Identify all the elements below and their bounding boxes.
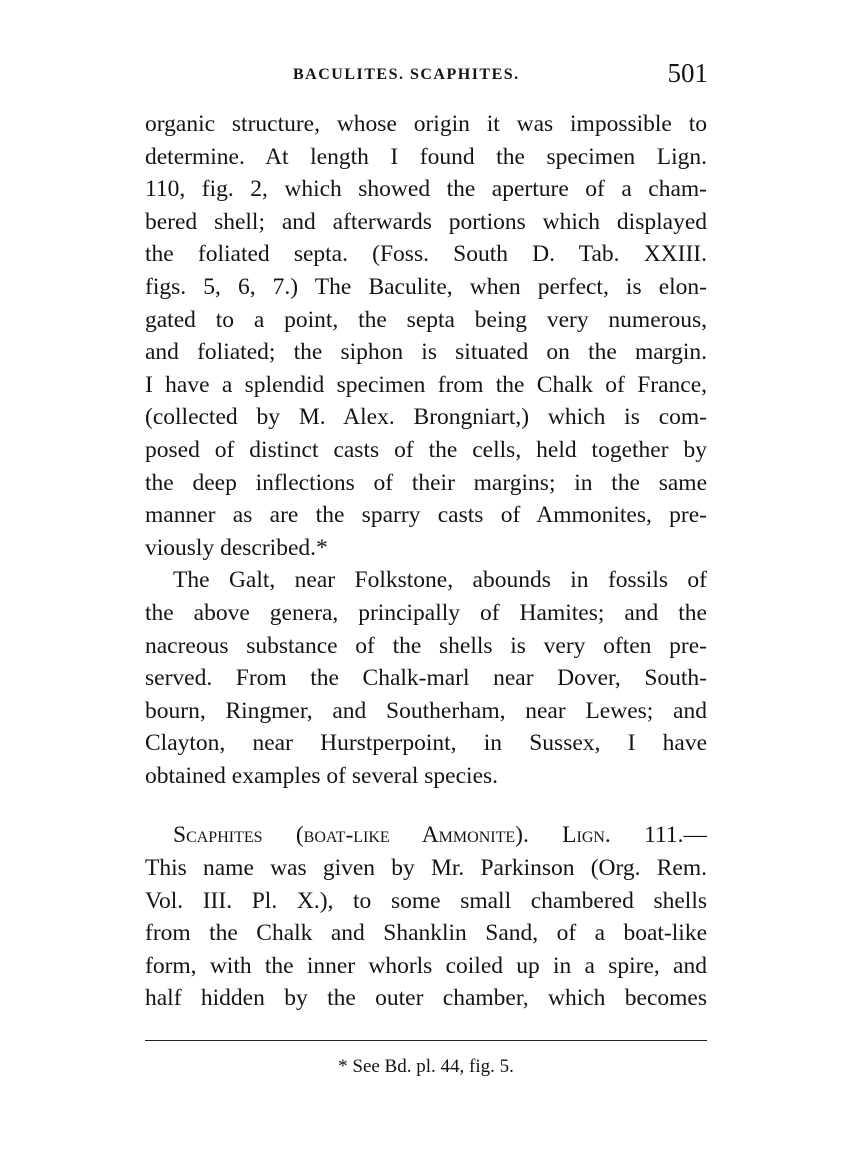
text-line: nacreous substance of the shells is very often pre-	[145, 632, 707, 659]
text-line: from the Chalk and Shanklin Sand, of a boat-like	[145, 920, 707, 947]
text-line: and foliated; the siphon is situated on the margin.	[145, 339, 707, 366]
text-line: manner as are the sparry casts of Ammonites, pre-	[145, 502, 707, 529]
text-line: figs. 5, 6, 7.) The Baculite, when perfect, is elon-	[145, 273, 707, 300]
text-line: Clayton, near Hurstperpoint, in Sussex, I have	[145, 730, 707, 757]
text-line: bered shell; and afterwards portions which displayed	[145, 208, 707, 235]
text-line: form, with the inner whorls coiled up in a spire, and	[145, 952, 707, 979]
text-line: the deep inflections of their margins; in the same	[145, 469, 707, 496]
text-line: organic structure, whose origin it was impossible to	[145, 111, 707, 137]
text-line: the foliated septa. (Foss. South D. Tab. XXIII.	[145, 241, 707, 268]
text-line: served. From the Chalk-marl near Dover, South-	[145, 665, 707, 692]
text-line: posed of distinct casts of the cells, held together by	[145, 436, 707, 463]
text-line: half hidden by the outer chamber, which becomes	[145, 985, 707, 1012]
text-line: bourn, Ringmer, and Southerham, near Lewes; and	[145, 697, 707, 724]
text-line: I have a splendid specimen from the Chalk of France,	[145, 371, 707, 398]
text-line: Scaphites (boat-like Ammonite). Lign. 111.—	[173, 822, 707, 849]
footnote: * See Bd. pl. 44, fig. 5.	[338, 1056, 514, 1077]
text-line: viously described.*	[145, 534, 328, 561]
paragraph-gap	[145, 792, 707, 819]
text-line: (collected by M. Alex. Brongniart,) which is com-	[145, 404, 707, 431]
text-line: 110, fig. 2, which showed the aperture of a cham-	[145, 176, 707, 203]
body-text	[145, 108, 707, 1015]
page-header	[145, 60, 710, 96]
paragraph-galt	[145, 564, 707, 792]
paragraph-scaphites	[145, 819, 707, 1015]
text-line: This name was given by Mr. Parkinson (Org. Rem.	[145, 855, 707, 882]
text-line: Vol. III. Pl. X.), to some small chambered shells	[145, 887, 707, 914]
text-line: The Galt, near Folkstone, abounds in fossils of	[173, 567, 707, 594]
text-line: the above genera, principally of Hamites; and the	[145, 599, 707, 626]
paragraph-baculites	[145, 108, 707, 564]
footnote-divider	[145, 1040, 707, 1041]
page-number: 501	[667, 58, 708, 88]
running-title: BACULITES. SCAPHITES.	[293, 66, 520, 83]
text-line: determine. At length I found the specimen Lign.	[145, 143, 707, 170]
text-line: obtained examples of several species.	[145, 762, 499, 789]
text-line: gated to a point, the septa being very numerous,	[145, 306, 707, 333]
